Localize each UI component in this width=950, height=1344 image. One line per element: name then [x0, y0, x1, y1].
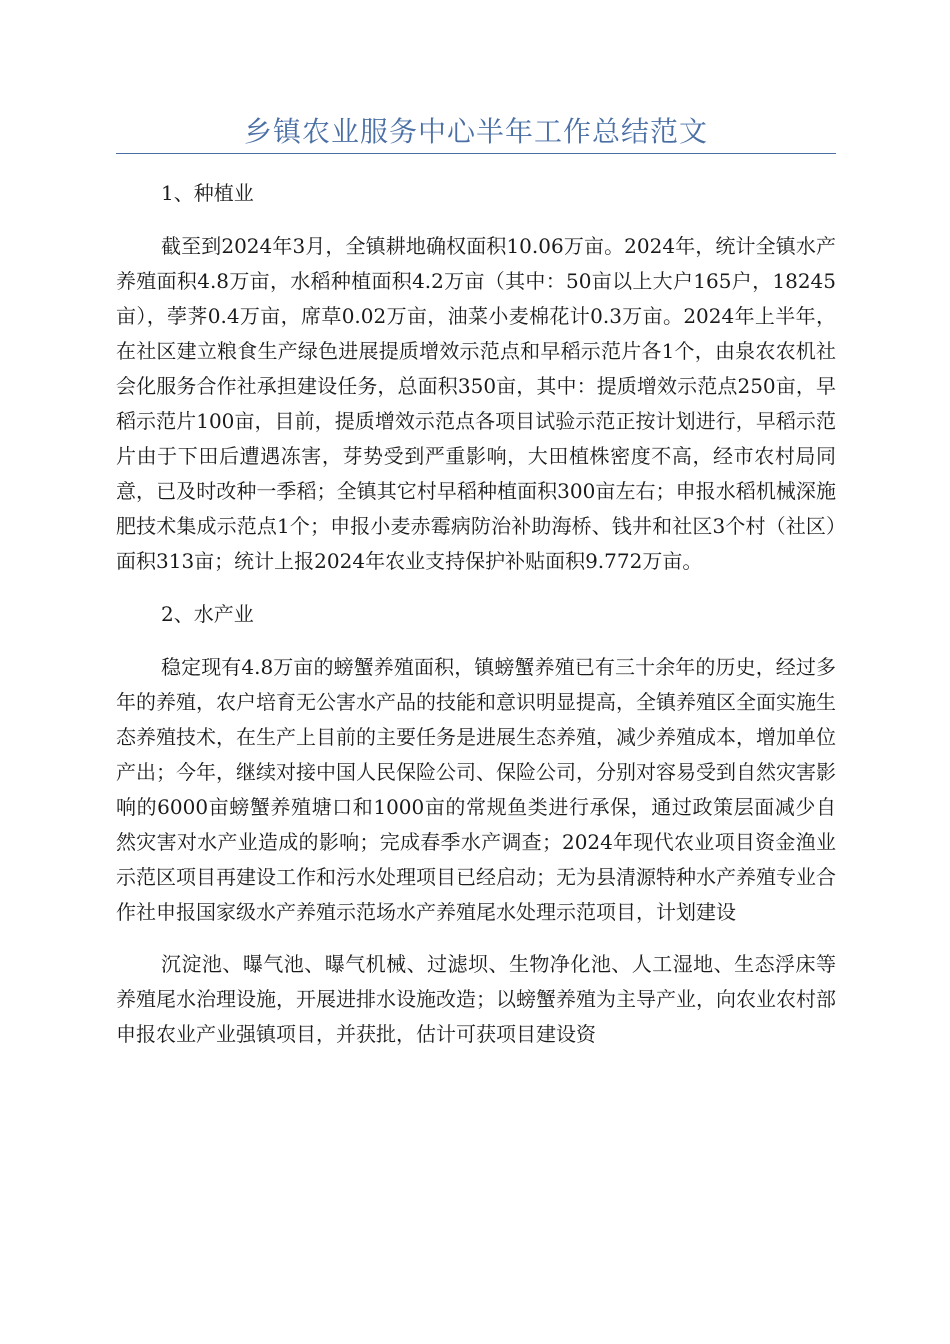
paragraph-aquaculture-1: 稳定现有4.8万亩的螃蟹养殖面积，镇螃蟹养殖已有三十余年的历史，经过多年的养殖，农户培育无公害水产品的技能和意识明显提高，全镇养殖区全面实施生态养殖技术，在生产上目前的主要任务是进展生态养殖，减少养殖成本，增加单位产出；今年，继续对接中国人民保险公司、保险公司，分别对容易受到自然灾害影响的6000亩螃蟹养殖塘口和1000亩的常规鱼类进行承保，通过政策层面减少自然灾害对水产业造成的影响；完成春季水产调查；2024年现代农业项目资金渔业示范区项目再建设工作和污水处理项目已经启动；无为县清源特种水产养殖专业合作社申报国家级水产养殖示范场水产养殖尾水处理示范项目，计划建设 — [116, 655, 836, 924]
section-heading-aquaculture: 2、水产业 — [161, 602, 254, 626]
paragraph-aquaculture-2: 沉淀池、曝气池、曝气机械、过滤坝、生物净化池、人工湿地、生态浮床等养殖尾水治理设施，开展进排水设施改造；以螃蟹养殖为主导产业，向农业农村部申报农业产业强镇项目，并获批，估计可获项目建设资 — [116, 952, 836, 1046]
section-heading-planting: 1、种植业 — [161, 181, 254, 205]
document-title: 乡镇农业服务中心半年工作总结范文 — [243, 115, 708, 148]
document-page — [116, 0, 836, 1052]
paragraph-planting: 截至到2024年3月，全镇耕地确权面积10.06万亩。2024年，统计全镇水产养殖面积4.8万亩，水稻种植面积4.2万亩（其中：50亩以上大户165户，18245亩），荸荠0.4万亩，席草0.02万亩，油菜小麦棉花计0.3万亩。2024年上半年，在社区建立粮食生产绿色进展提质增效示范点和早稻示范片各1个，由泉农农机社会化服务合作社承担建设任务，总面积350亩，其中：提质增效示范点250亩，早稻示范片100亩，目前，提质增效示范点各项目试验示范正按计划进行，早稻示范片由于下田后遭遇冻害，芽势受到严重影响，大田植株密度不高，经市农村局同意，已及时改种一季稻；全镇其它村早稻种植面积300亩左右；申报水稻机械深施肥技术集成示范点1个；申报小麦赤霉病防治补助海桥、钱井和社区3个村（社区）面积313亩；统计上报2024年农业支持保护补贴面积9.772万亩。 — [116, 234, 836, 573]
title-underline — [116, 153, 836, 154]
